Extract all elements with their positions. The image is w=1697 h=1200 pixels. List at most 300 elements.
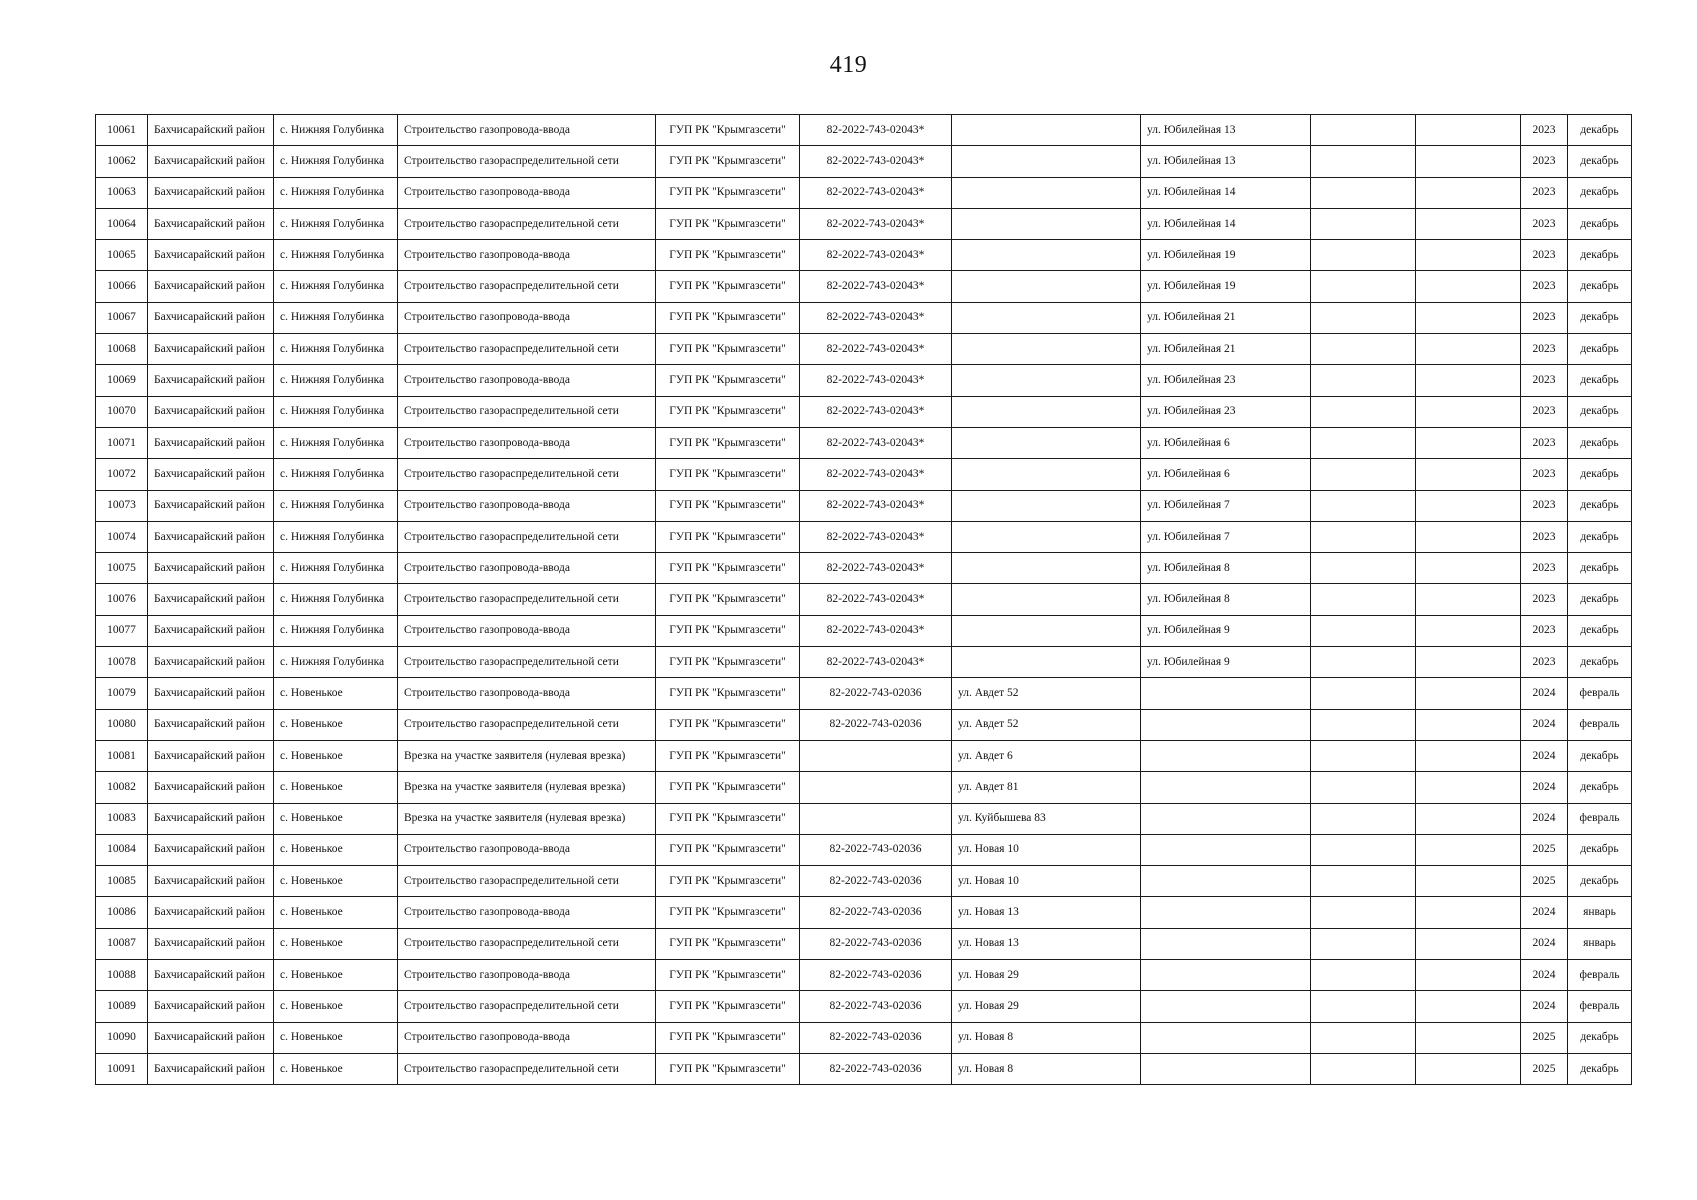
row-number-cell: 10085 <box>96 866 148 897</box>
address-alt-cell <box>1141 866 1311 897</box>
address-alt-cell: ул. Юбилейная 8 <box>1141 584 1311 615</box>
row-number-cell: 10069 <box>96 365 148 396</box>
organization-cell: ГУП РК "Крымгазсети" <box>656 584 800 615</box>
organization-cell: ГУП РК "Крымгазсети" <box>656 647 800 678</box>
address-cell <box>952 521 1141 552</box>
row-number-cell: 10062 <box>96 146 148 177</box>
district-cell: Бахчисарайский район <box>148 803 274 834</box>
table-row <box>96 459 1632 490</box>
program-code-cell: 82-2022-743-02036 <box>800 834 952 865</box>
work-type-cell: Строительство газораспределительной сети <box>398 647 656 678</box>
program-code-cell: 82-2022-743-02043* <box>800 240 952 271</box>
empty-cell-b <box>1416 960 1521 991</box>
table-row <box>96 334 1632 365</box>
settlement-cell: с. Нижняя Голубинка <box>274 240 398 271</box>
program-code-cell: 82-2022-743-02043* <box>800 584 952 615</box>
address-alt-cell <box>1141 772 1311 803</box>
work-type-cell: Строительство газораспределительной сети <box>398 928 656 959</box>
address-cell <box>952 553 1141 584</box>
settlement-cell: с. Нижняя Голубинка <box>274 553 398 584</box>
empty-cell-a <box>1311 302 1416 333</box>
empty-cell-a <box>1311 334 1416 365</box>
district-cell: Бахчисарайский район <box>148 427 274 458</box>
year-cell: 2024 <box>1521 928 1568 959</box>
organization-cell: ГУП РК "Крымгазсети" <box>656 177 800 208</box>
settlement-cell: с. Нижняя Голубинка <box>274 459 398 490</box>
organization-cell: ГУП РК "Крымгазсети" <box>656 334 800 365</box>
row-number-cell: 10075 <box>96 553 148 584</box>
table-row <box>96 960 1632 991</box>
year-cell: 2025 <box>1521 1022 1568 1053</box>
year-cell: 2024 <box>1521 740 1568 771</box>
year-cell: 2024 <box>1521 897 1568 928</box>
address-alt-cell: ул. Юбилейная 23 <box>1141 396 1311 427</box>
district-cell: Бахчисарайский район <box>148 584 274 615</box>
year-cell: 2024 <box>1521 803 1568 834</box>
settlement-cell: с. Нижняя Голубинка <box>274 647 398 678</box>
year-cell: 2023 <box>1521 115 1568 146</box>
table-row <box>96 396 1632 427</box>
empty-cell-b <box>1416 709 1521 740</box>
address-cell <box>952 459 1141 490</box>
settlement-cell: с. Нижняя Голубинка <box>274 334 398 365</box>
district-cell: Бахчисарайский район <box>148 177 274 208</box>
program-code-cell: 82-2022-743-02036 <box>800 866 952 897</box>
settlement-cell: с. Нижняя Голубинка <box>274 615 398 646</box>
row-number-cell: 10073 <box>96 490 148 521</box>
table-row <box>96 115 1632 146</box>
month-cell: декабрь <box>1568 490 1632 521</box>
district-cell: Бахчисарайский район <box>148 115 274 146</box>
address-cell <box>952 427 1141 458</box>
month-cell: декабрь <box>1568 365 1632 396</box>
program-code-cell: 82-2022-743-02036 <box>800 960 952 991</box>
month-cell: декабрь <box>1568 615 1632 646</box>
address-cell: ул. Новая 29 <box>952 960 1141 991</box>
address-alt-cell <box>1141 834 1311 865</box>
row-number-cell: 10084 <box>96 834 148 865</box>
month-cell: декабрь <box>1568 647 1632 678</box>
work-type-cell: Строительство газораспределительной сети <box>398 991 656 1022</box>
empty-cell-a <box>1311 897 1416 928</box>
work-type-cell: Строительство газопровода-ввода <box>398 240 656 271</box>
address-alt-cell: ул. Юбилейная 6 <box>1141 427 1311 458</box>
table-row <box>96 678 1632 709</box>
year-cell: 2025 <box>1521 1053 1568 1084</box>
row-number-cell: 10076 <box>96 584 148 615</box>
table-row <box>96 928 1632 959</box>
empty-cell-b <box>1416 740 1521 771</box>
address-cell <box>952 146 1141 177</box>
district-cell: Бахчисарайский район <box>148 834 274 865</box>
empty-cell-a <box>1311 740 1416 771</box>
empty-cell-b <box>1416 459 1521 490</box>
empty-cell-a <box>1311 240 1416 271</box>
organization-cell: ГУП РК "Крымгазсети" <box>656 615 800 646</box>
year-cell: 2024 <box>1521 709 1568 740</box>
district-cell: Бахчисарайский район <box>148 647 274 678</box>
program-code-cell <box>800 740 952 771</box>
address-cell: ул. Авдет 6 <box>952 740 1141 771</box>
table-row <box>96 1053 1632 1084</box>
row-number-cell: 10061 <box>96 115 148 146</box>
month-cell: декабрь <box>1568 866 1632 897</box>
year-cell: 2024 <box>1521 772 1568 803</box>
settlement-cell: с. Нижняя Голубинка <box>274 365 398 396</box>
address-cell <box>952 490 1141 521</box>
organization-cell: ГУП РК "Крымгазсети" <box>656 208 800 239</box>
organization-cell: ГУП РК "Крымгазсети" <box>656 553 800 584</box>
empty-cell-b <box>1416 1053 1521 1084</box>
table-row <box>96 521 1632 552</box>
row-number-cell: 10077 <box>96 615 148 646</box>
month-cell: декабрь <box>1568 1022 1632 1053</box>
empty-cell-a <box>1311 772 1416 803</box>
program-code-cell: 82-2022-743-02043* <box>800 208 952 239</box>
empty-cell-a <box>1311 709 1416 740</box>
year-cell: 2023 <box>1521 208 1568 239</box>
empty-cell-a <box>1311 1022 1416 1053</box>
program-code-cell: 82-2022-743-02043* <box>800 647 952 678</box>
address-cell: ул. Новая 13 <box>952 897 1141 928</box>
row-number-cell: 10078 <box>96 647 148 678</box>
month-cell: декабрь <box>1568 146 1632 177</box>
row-number-cell: 10086 <box>96 897 148 928</box>
organization-cell: ГУП РК "Крымгазсети" <box>656 678 800 709</box>
district-cell: Бахчисарайский район <box>148 396 274 427</box>
empty-cell-b <box>1416 991 1521 1022</box>
organization-cell: ГУП РК "Крымгазсети" <box>656 396 800 427</box>
organization-cell: ГУП РК "Крымгазсети" <box>656 521 800 552</box>
settlement-cell: с. Нижняя Голубинка <box>274 271 398 302</box>
address-alt-cell: ул. Юбилейная 8 <box>1141 553 1311 584</box>
program-code-cell: 82-2022-743-02036 <box>800 991 952 1022</box>
settlement-cell: с. Нижняя Голубинка <box>274 521 398 552</box>
year-cell: 2023 <box>1521 240 1568 271</box>
work-type-cell: Строительство газораспределительной сети <box>398 459 656 490</box>
month-cell: декабрь <box>1568 396 1632 427</box>
year-cell: 2023 <box>1521 365 1568 396</box>
year-cell: 2025 <box>1521 866 1568 897</box>
district-cell: Бахчисарайский район <box>148 740 274 771</box>
address-alt-cell <box>1141 928 1311 959</box>
work-type-cell: Строительство газопровода-ввода <box>398 177 656 208</box>
address-cell: ул. Авдет 81 <box>952 772 1141 803</box>
address-alt-cell <box>1141 709 1311 740</box>
empty-cell-b <box>1416 1022 1521 1053</box>
program-code-cell: 82-2022-743-02043* <box>800 365 952 396</box>
month-cell: декабрь <box>1568 459 1632 490</box>
organization-cell: ГУП РК "Крымгазсети" <box>656 991 800 1022</box>
address-alt-cell: ул. Юбилейная 21 <box>1141 334 1311 365</box>
empty-cell-a <box>1311 427 1416 458</box>
empty-cell-a <box>1311 615 1416 646</box>
year-cell: 2023 <box>1521 490 1568 521</box>
table-row <box>96 991 1632 1022</box>
row-number-cell: 10081 <box>96 740 148 771</box>
row-number-cell: 10063 <box>96 177 148 208</box>
settlement-cell: с. Новенькое <box>274 1022 398 1053</box>
empty-cell-b <box>1416 396 1521 427</box>
month-cell: декабрь <box>1568 427 1632 458</box>
address-alt-cell: ул. Юбилейная 14 <box>1141 177 1311 208</box>
district-cell: Бахчисарайский район <box>148 271 274 302</box>
address-cell: ул. Новая 10 <box>952 834 1141 865</box>
empty-cell-b <box>1416 584 1521 615</box>
program-code-cell: 82-2022-743-02043* <box>800 396 952 427</box>
empty-cell-b <box>1416 772 1521 803</box>
district-cell: Бахчисарайский район <box>148 678 274 709</box>
table-row <box>96 271 1632 302</box>
settlement-cell: с. Новенькое <box>274 866 398 897</box>
table-row <box>96 897 1632 928</box>
district-cell: Бахчисарайский район <box>148 897 274 928</box>
empty-cell-b <box>1416 208 1521 239</box>
year-cell: 2023 <box>1521 521 1568 552</box>
gas-works-table <box>95 114 1632 1085</box>
program-code-cell: 82-2022-743-02043* <box>800 615 952 646</box>
organization-cell: ГУП РК "Крымгазсети" <box>656 427 800 458</box>
settlement-cell: с. Нижняя Голубинка <box>274 396 398 427</box>
address-cell <box>952 615 1141 646</box>
district-cell: Бахчисарайский район <box>148 302 274 333</box>
work-type-cell: Строительство газопровода-ввода <box>398 960 656 991</box>
address-cell: ул. Новая 29 <box>952 991 1141 1022</box>
program-code-cell: 82-2022-743-02036 <box>800 1053 952 1084</box>
settlement-cell: с. Новенькое <box>274 803 398 834</box>
address-alt-cell <box>1141 740 1311 771</box>
empty-cell-b <box>1416 834 1521 865</box>
address-alt-cell: ул. Юбилейная 7 <box>1141 521 1311 552</box>
address-cell: ул. Авдет 52 <box>952 678 1141 709</box>
program-code-cell: 82-2022-743-02043* <box>800 146 952 177</box>
year-cell: 2023 <box>1521 427 1568 458</box>
year-cell: 2023 <box>1521 271 1568 302</box>
address-cell <box>952 365 1141 396</box>
month-cell: декабрь <box>1568 271 1632 302</box>
work-type-cell: Строительство газораспределительной сети <box>398 146 656 177</box>
settlement-cell: с. Новенькое <box>274 897 398 928</box>
settlement-cell: с. Нижняя Голубинка <box>274 490 398 521</box>
settlement-cell: с. Нижняя Голубинка <box>274 208 398 239</box>
address-alt-cell <box>1141 991 1311 1022</box>
month-cell: февраль <box>1568 678 1632 709</box>
month-cell: декабрь <box>1568 302 1632 333</box>
empty-cell-b <box>1416 678 1521 709</box>
work-type-cell: Строительство газопровода-ввода <box>398 897 656 928</box>
program-code-cell: 82-2022-743-02043* <box>800 521 952 552</box>
program-code-cell: 82-2022-743-02036 <box>800 928 952 959</box>
settlement-cell: с. Новенькое <box>274 678 398 709</box>
page-number: 419 <box>829 52 868 78</box>
table-row <box>96 208 1632 239</box>
address-cell: ул. Авдет 52 <box>952 709 1141 740</box>
empty-cell-a <box>1311 866 1416 897</box>
empty-cell-b <box>1416 334 1521 365</box>
work-type-cell: Строительство газораспределительной сети <box>398 208 656 239</box>
year-cell: 2023 <box>1521 177 1568 208</box>
address-cell <box>952 302 1141 333</box>
work-type-cell: Строительство газопровода-ввода <box>398 553 656 584</box>
district-cell: Бахчисарайский район <box>148 521 274 552</box>
empty-cell-b <box>1416 146 1521 177</box>
work-type-cell: Врезка на участке заявителя (нулевая врезка) <box>398 740 656 771</box>
year-cell: 2024 <box>1521 960 1568 991</box>
address-cell <box>952 647 1141 678</box>
address-alt-cell <box>1141 678 1311 709</box>
empty-cell-b <box>1416 240 1521 271</box>
table-row <box>96 772 1632 803</box>
empty-cell-a <box>1311 115 1416 146</box>
empty-cell-b <box>1416 302 1521 333</box>
organization-cell: ГУП РК "Крымгазсети" <box>656 459 800 490</box>
row-number-cell: 10066 <box>96 271 148 302</box>
program-code-cell: 82-2022-743-02043* <box>800 302 952 333</box>
row-number-cell: 10080 <box>96 709 148 740</box>
program-code-cell: 82-2022-743-02043* <box>800 459 952 490</box>
year-cell: 2023 <box>1521 146 1568 177</box>
program-code-cell: 82-2022-743-02043* <box>800 334 952 365</box>
address-alt-cell: ул. Юбилейная 7 <box>1141 490 1311 521</box>
empty-cell-a <box>1311 521 1416 552</box>
organization-cell: ГУП РК "Крымгазсети" <box>656 803 800 834</box>
month-cell: декабрь <box>1568 740 1632 771</box>
address-alt-cell: ул. Юбилейная 23 <box>1141 365 1311 396</box>
row-number-cell: 10068 <box>96 334 148 365</box>
month-cell: декабрь <box>1568 177 1632 208</box>
organization-cell: ГУП РК "Крымгазсети" <box>656 302 800 333</box>
work-type-cell: Строительство газораспределительной сети <box>398 709 656 740</box>
district-cell: Бахчисарайский район <box>148 208 274 239</box>
empty-cell-a <box>1311 396 1416 427</box>
row-number-cell: 10067 <box>96 302 148 333</box>
organization-cell: ГУП РК "Крымгазсети" <box>656 115 800 146</box>
address-cell <box>952 240 1141 271</box>
empty-cell-a <box>1311 960 1416 991</box>
row-number-cell: 10082 <box>96 772 148 803</box>
empty-cell-a <box>1311 177 1416 208</box>
work-type-cell: Строительство газопровода-ввода <box>398 115 656 146</box>
table-row <box>96 803 1632 834</box>
empty-cell-a <box>1311 1053 1416 1084</box>
district-cell: Бахчисарайский район <box>148 709 274 740</box>
address-alt-cell: ул. Юбилейная 13 <box>1141 115 1311 146</box>
settlement-cell: с. Новенькое <box>274 1053 398 1084</box>
district-cell: Бахчисарайский район <box>148 459 274 490</box>
year-cell: 2023 <box>1521 302 1568 333</box>
table-row <box>96 647 1632 678</box>
settlement-cell: с. Новенькое <box>274 928 398 959</box>
settlement-cell: с. Новенькое <box>274 709 398 740</box>
year-cell: 2024 <box>1521 991 1568 1022</box>
work-type-cell: Строительство газопровода-ввода <box>398 615 656 646</box>
empty-cell-b <box>1416 647 1521 678</box>
month-cell: декабрь <box>1568 208 1632 239</box>
address-alt-cell: ул. Юбилейная 14 <box>1141 208 1311 239</box>
district-cell: Бахчисарайский район <box>148 1022 274 1053</box>
address-cell <box>952 115 1141 146</box>
address-alt-cell <box>1141 1053 1311 1084</box>
table-row <box>96 1022 1632 1053</box>
empty-cell-b <box>1416 866 1521 897</box>
work-type-cell: Строительство газопровода-ввода <box>398 678 656 709</box>
empty-cell-b <box>1416 803 1521 834</box>
month-cell: декабрь <box>1568 772 1632 803</box>
work-type-cell: Строительство газораспределительной сети <box>398 271 656 302</box>
month-cell: февраль <box>1568 960 1632 991</box>
district-cell: Бахчисарайский район <box>148 334 274 365</box>
organization-cell: ГУП РК "Крымгазсети" <box>656 365 800 396</box>
district-cell: Бахчисарайский район <box>148 866 274 897</box>
month-cell: февраль <box>1568 709 1632 740</box>
address-alt-cell <box>1141 897 1311 928</box>
empty-cell-b <box>1416 928 1521 959</box>
work-type-cell: Строительство газопровода-ввода <box>398 490 656 521</box>
work-type-cell: Строительство газопровода-ввода <box>398 1022 656 1053</box>
organization-cell: ГУП РК "Крымгазсети" <box>656 834 800 865</box>
work-type-cell: Врезка на участке заявителя (нулевая врезка) <box>398 803 656 834</box>
table-row <box>96 866 1632 897</box>
organization-cell: ГУП РК "Крымгазсети" <box>656 709 800 740</box>
empty-cell-a <box>1311 647 1416 678</box>
organization-cell: ГУП РК "Крымгазсети" <box>656 1022 800 1053</box>
year-cell: 2023 <box>1521 615 1568 646</box>
organization-cell: ГУП РК "Крымгазсети" <box>656 897 800 928</box>
program-code-cell <box>800 772 952 803</box>
work-type-cell: Строительство газопровода-ввода <box>398 834 656 865</box>
year-cell: 2024 <box>1521 678 1568 709</box>
organization-cell: ГУП РК "Крымгазсети" <box>656 271 800 302</box>
program-code-cell: 82-2022-743-02043* <box>800 553 952 584</box>
work-type-cell: Строительство газопровода-ввода <box>398 302 656 333</box>
table-row <box>96 302 1632 333</box>
row-number-cell: 10074 <box>96 521 148 552</box>
table-row <box>96 240 1632 271</box>
table-body <box>96 115 1632 1085</box>
program-code-cell: 82-2022-743-02043* <box>800 177 952 208</box>
program-code-cell: 82-2022-743-02036 <box>800 709 952 740</box>
empty-cell-b <box>1416 897 1521 928</box>
address-cell <box>952 177 1141 208</box>
settlement-cell: с. Новенькое <box>274 740 398 771</box>
organization-cell: ГУП РК "Крымгазсети" <box>656 772 800 803</box>
row-number-cell: 10083 <box>96 803 148 834</box>
address-cell <box>952 396 1141 427</box>
settlement-cell: с. Новенькое <box>274 772 398 803</box>
table-row <box>96 740 1632 771</box>
table-row <box>96 427 1632 458</box>
empty-cell-a <box>1311 271 1416 302</box>
month-cell: декабрь <box>1568 834 1632 865</box>
empty-cell-a <box>1311 803 1416 834</box>
month-cell: декабрь <box>1568 240 1632 271</box>
program-code-cell: 82-2022-743-02036 <box>800 1022 952 1053</box>
district-cell: Бахчисарайский район <box>148 490 274 521</box>
month-cell: декабрь <box>1568 1053 1632 1084</box>
work-type-cell: Строительство газораспределительной сети <box>398 334 656 365</box>
row-number-cell: 10064 <box>96 208 148 239</box>
year-cell: 2023 <box>1521 459 1568 490</box>
program-code-cell: 82-2022-743-02036 <box>800 678 952 709</box>
empty-cell-a <box>1311 584 1416 615</box>
address-cell: ул. Новая 8 <box>952 1022 1141 1053</box>
year-cell: 2025 <box>1521 834 1568 865</box>
table-row <box>96 553 1632 584</box>
empty-cell-b <box>1416 427 1521 458</box>
address-alt-cell <box>1141 960 1311 991</box>
settlement-cell: с. Нижняя Голубинка <box>274 584 398 615</box>
address-cell: ул. Новая 8 <box>952 1053 1141 1084</box>
